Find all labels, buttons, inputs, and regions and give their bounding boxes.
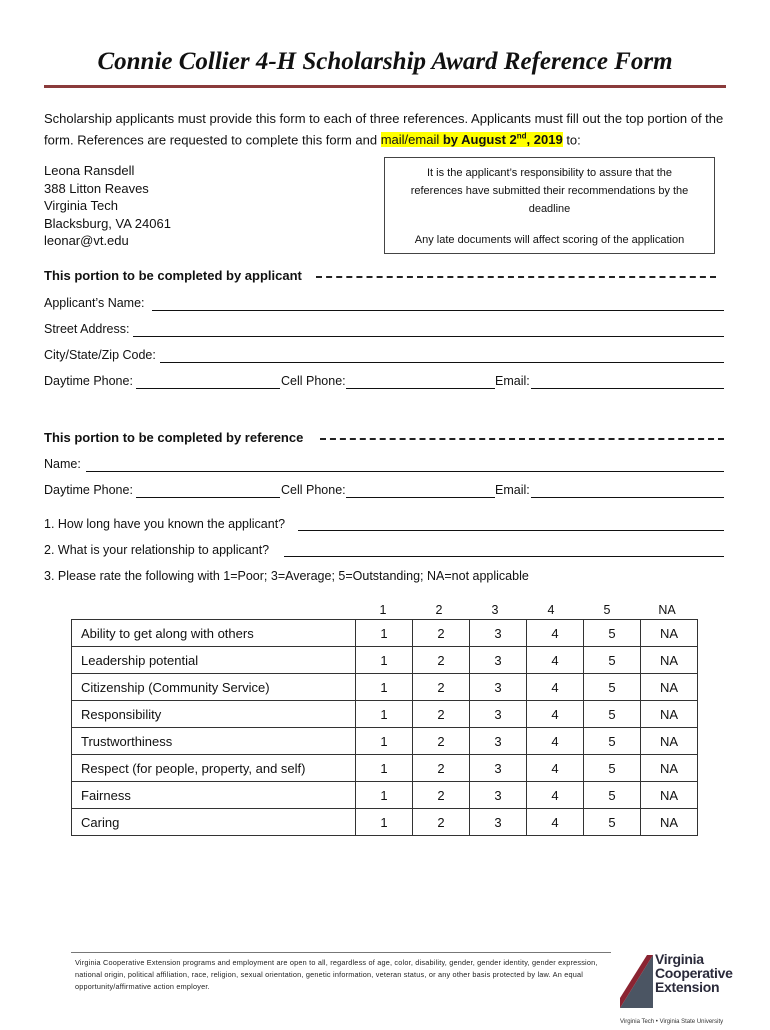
rating-row — [72, 728, 698, 755]
rating-row — [72, 782, 698, 809]
rating-option-3[interactable]: 3 — [470, 809, 527, 836]
applicant-name-field[interactable] — [152, 310, 724, 311]
intro-date-sup: nd — [516, 132, 527, 141]
rating-option-4[interactable]: 4 — [527, 755, 584, 782]
address-email: leonar@vt.edu — [44, 233, 129, 248]
rating-row — [72, 647, 698, 674]
rating-option-4[interactable]: 4 — [527, 620, 584, 647]
logo-subtitle: Virginia Tech • Virginia State University — [620, 1019, 724, 1025]
rating-option-2[interactable]: 2 — [413, 728, 470, 755]
reference-day-phone-label: Daytime Phone: — [44, 483, 133, 497]
applicant-day-phone-field[interactable] — [136, 388, 280, 389]
rating-criterion: Fairness — [72, 782, 356, 809]
applicant-section-divider — [316, 276, 716, 278]
applicant-city-field[interactable] — [160, 362, 724, 363]
rating-option-na[interactable]: NA — [641, 674, 698, 701]
reference-section-heading: This portion to be completed by reference — [44, 430, 304, 445]
notice-line-3: deadline — [528, 203, 571, 215]
reference-cell-phone-field[interactable] — [346, 497, 495, 498]
rating-criterion: Respect (for people, property, and self) — [72, 755, 356, 782]
applicant-section-heading: This portion to be completed by applicant — [44, 268, 302, 283]
reference-section-divider — [320, 438, 724, 440]
notice-line-4: Any late documents will affect scoring of the application — [414, 234, 685, 246]
rating-row — [72, 701, 698, 728]
form-title: Connie Collier 4-H Scholarship Award Reference Form — [97, 48, 673, 75]
rating-option-5[interactable]: 5 — [584, 647, 641, 674]
applicant-day-phone-label: Daytime Phone: — [44, 374, 133, 388]
rating-option-5[interactable]: 5 — [584, 620, 641, 647]
rating-criterion: Caring — [72, 809, 356, 836]
rating-option-2[interactable]: 2 — [413, 755, 470, 782]
rating-row — [72, 755, 698, 782]
question-2: 2. What is your relationship to applicant? — [44, 543, 270, 557]
footer-disclaimer: Virginia Cooperative Extension programs and employment are open to all, regardless of age, color, disability, gender, gender identity, gender expression, national origin, political affiliation, race, religion, sexual orientation, genetic information, veteran status, or any other basis protected by law. An equal opportunity/affirmative action employer. — [75, 958, 598, 991]
rating-option-na[interactable]: NA — [641, 728, 698, 755]
rating-option-5[interactable]: 5 — [584, 755, 641, 782]
reference-email-label: Email: — [495, 483, 530, 497]
rating-criterion: Trustworthiness — [72, 728, 356, 755]
intro-date-year: , 2019 — [526, 132, 563, 148]
applicant-email-field[interactable] — [531, 388, 724, 389]
rating-option-3[interactable]: 3 — [470, 674, 527, 701]
applicant-cell-phone-field[interactable] — [346, 388, 495, 389]
rating-table — [71, 619, 698, 836]
title-rule — [44, 85, 726, 88]
reference-day-phone-field[interactable] — [136, 497, 280, 498]
rating-option-4[interactable]: 4 — [527, 728, 584, 755]
rating-option-5[interactable]: 5 — [584, 674, 641, 701]
address-name: Leona Ransdell — [44, 163, 135, 178]
intro-line-2-text: form. References are requested to complete this form and — [44, 132, 381, 148]
rating-option-na[interactable]: NA — [641, 701, 698, 728]
rating-option-2[interactable]: 2 — [413, 674, 470, 701]
rating-option-5[interactable]: 5 — [584, 809, 641, 836]
rating-option-na[interactable]: NA — [641, 809, 698, 836]
applicant-city-label: City/State/Zip Code: — [44, 348, 156, 362]
applicant-email-label: Email: — [495, 374, 530, 388]
notice-line-2: references have submitted their recommendations by the — [410, 185, 689, 197]
intro-highlight-mail: mail/email — [380, 132, 440, 148]
scale-header-5: 5 — [603, 603, 611, 617]
rating-option-2[interactable]: 2 — [413, 701, 470, 728]
intro-line-1: Scholarship applicants must provide this form to each of three references. Applicants must fill out the top portion of the — [44, 111, 724, 126]
rating-option-2[interactable]: 2 — [413, 620, 470, 647]
rating-option-2[interactable]: 2 — [413, 782, 470, 809]
question-2-answer-field[interactable] — [284, 556, 724, 557]
reference-name-field[interactable] — [86, 471, 724, 472]
question-1: 1. How long have you known the applicant? — [44, 517, 286, 531]
reference-email-field[interactable] — [531, 497, 724, 498]
notice-line-1: It is the applicant’s responsibility to assure that the — [427, 167, 672, 179]
rating-option-na[interactable]: NA — [641, 755, 698, 782]
rating-option-5[interactable]: 5 — [584, 701, 641, 728]
scale-header-na: NA — [658, 603, 676, 617]
vce-logo-text — [655, 952, 733, 994]
rating-option-na[interactable]: NA — [641, 620, 698, 647]
applicant-street-label: Street Address: — [44, 322, 130, 336]
reference-cell-phone-label: Cell Phone: — [281, 483, 346, 497]
rating-option-1[interactable]: 1 — [356, 701, 413, 728]
rating-option-na[interactable]: NA — [641, 647, 698, 674]
question-3: 3. Please rate the following with 1=Poor; 3=Average; 5=Outstanding; NA=not applicable — [44, 569, 529, 583]
rating-option-3[interactable]: 3 — [470, 647, 527, 674]
rating-option-4[interactable]: 4 — [527, 782, 584, 809]
logo-line-2: Cooperative — [655, 965, 733, 981]
mailing-address — [44, 162, 171, 250]
logo-line-3: Extension — [655, 979, 720, 995]
applicant-name-label: Applicant’s Name: — [44, 296, 145, 310]
rating-option-5[interactable]: 5 — [584, 782, 641, 809]
rating-option-3[interactable]: 3 — [470, 782, 527, 809]
rating-criterion: Responsibility — [72, 701, 356, 728]
rating-row — [72, 809, 698, 836]
rating-criterion: Ability to get along with others — [72, 620, 356, 647]
scale-header-1: 1 — [379, 603, 387, 617]
rating-option-na[interactable]: NA — [641, 782, 698, 809]
question-1-answer-field[interactable] — [298, 530, 724, 531]
rating-option-4[interactable]: 4 — [527, 647, 584, 674]
applicant-street-field[interactable] — [133, 336, 724, 337]
applicant-cell-phone-label: Cell Phone: — [281, 374, 346, 388]
rating-option-1[interactable]: 1 — [356, 809, 413, 836]
address-street: 388 Litton Reaves — [44, 180, 149, 196]
rating-option-1[interactable]: 1 — [356, 674, 413, 701]
reference-name-label: Name: — [44, 457, 81, 471]
intro-line-2 — [44, 128, 734, 149]
rating-option-1[interactable]: 1 — [356, 647, 413, 674]
intro-line-2-end: to: — [562, 132, 581, 148]
intro-highlight-date — [439, 132, 562, 147]
rating-row — [72, 620, 698, 647]
footer-rule — [71, 952, 611, 953]
rating-option-1[interactable]: 1 — [356, 782, 413, 809]
deadline-notice-box — [384, 157, 715, 254]
rating-option-1[interactable]: 1 — [356, 620, 413, 647]
rating-criterion: Leadership potential — [72, 647, 356, 674]
rating-option-4[interactable]: 4 — [527, 809, 584, 836]
address-city: Blacksburg, VA 24061 — [44, 215, 171, 231]
rating-option-4[interactable]: 4 — [527, 674, 584, 701]
rating-option-1[interactable]: 1 — [356, 755, 413, 782]
scale-header-3: 3 — [491, 603, 499, 617]
scale-header-4: 4 — [547, 603, 555, 617]
rating-option-2[interactable]: 2 — [413, 647, 470, 674]
rating-criterion: Citizenship (Community Service) — [72, 674, 356, 701]
scale-header-2: 2 — [435, 603, 443, 617]
intro-date-text: by August 2 — [439, 132, 517, 148]
rating-option-4[interactable]: 4 — [527, 701, 584, 728]
rating-option-3[interactable]: 3 — [470, 728, 527, 755]
rating-option-1[interactable]: 1 — [356, 728, 413, 755]
rating-option-2[interactable]: 2 — [413, 809, 470, 836]
rating-option-3[interactable]: 3 — [470, 755, 527, 782]
rating-option-3[interactable]: 3 — [470, 701, 527, 728]
logo-line-1: Virginia — [655, 951, 704, 967]
rating-option-5[interactable]: 5 — [584, 728, 641, 755]
rating-option-3[interactable]: 3 — [470, 620, 527, 647]
intro-text — [44, 110, 734, 149]
rating-row — [72, 674, 698, 701]
address-org: Virginia Tech — [44, 198, 118, 213]
